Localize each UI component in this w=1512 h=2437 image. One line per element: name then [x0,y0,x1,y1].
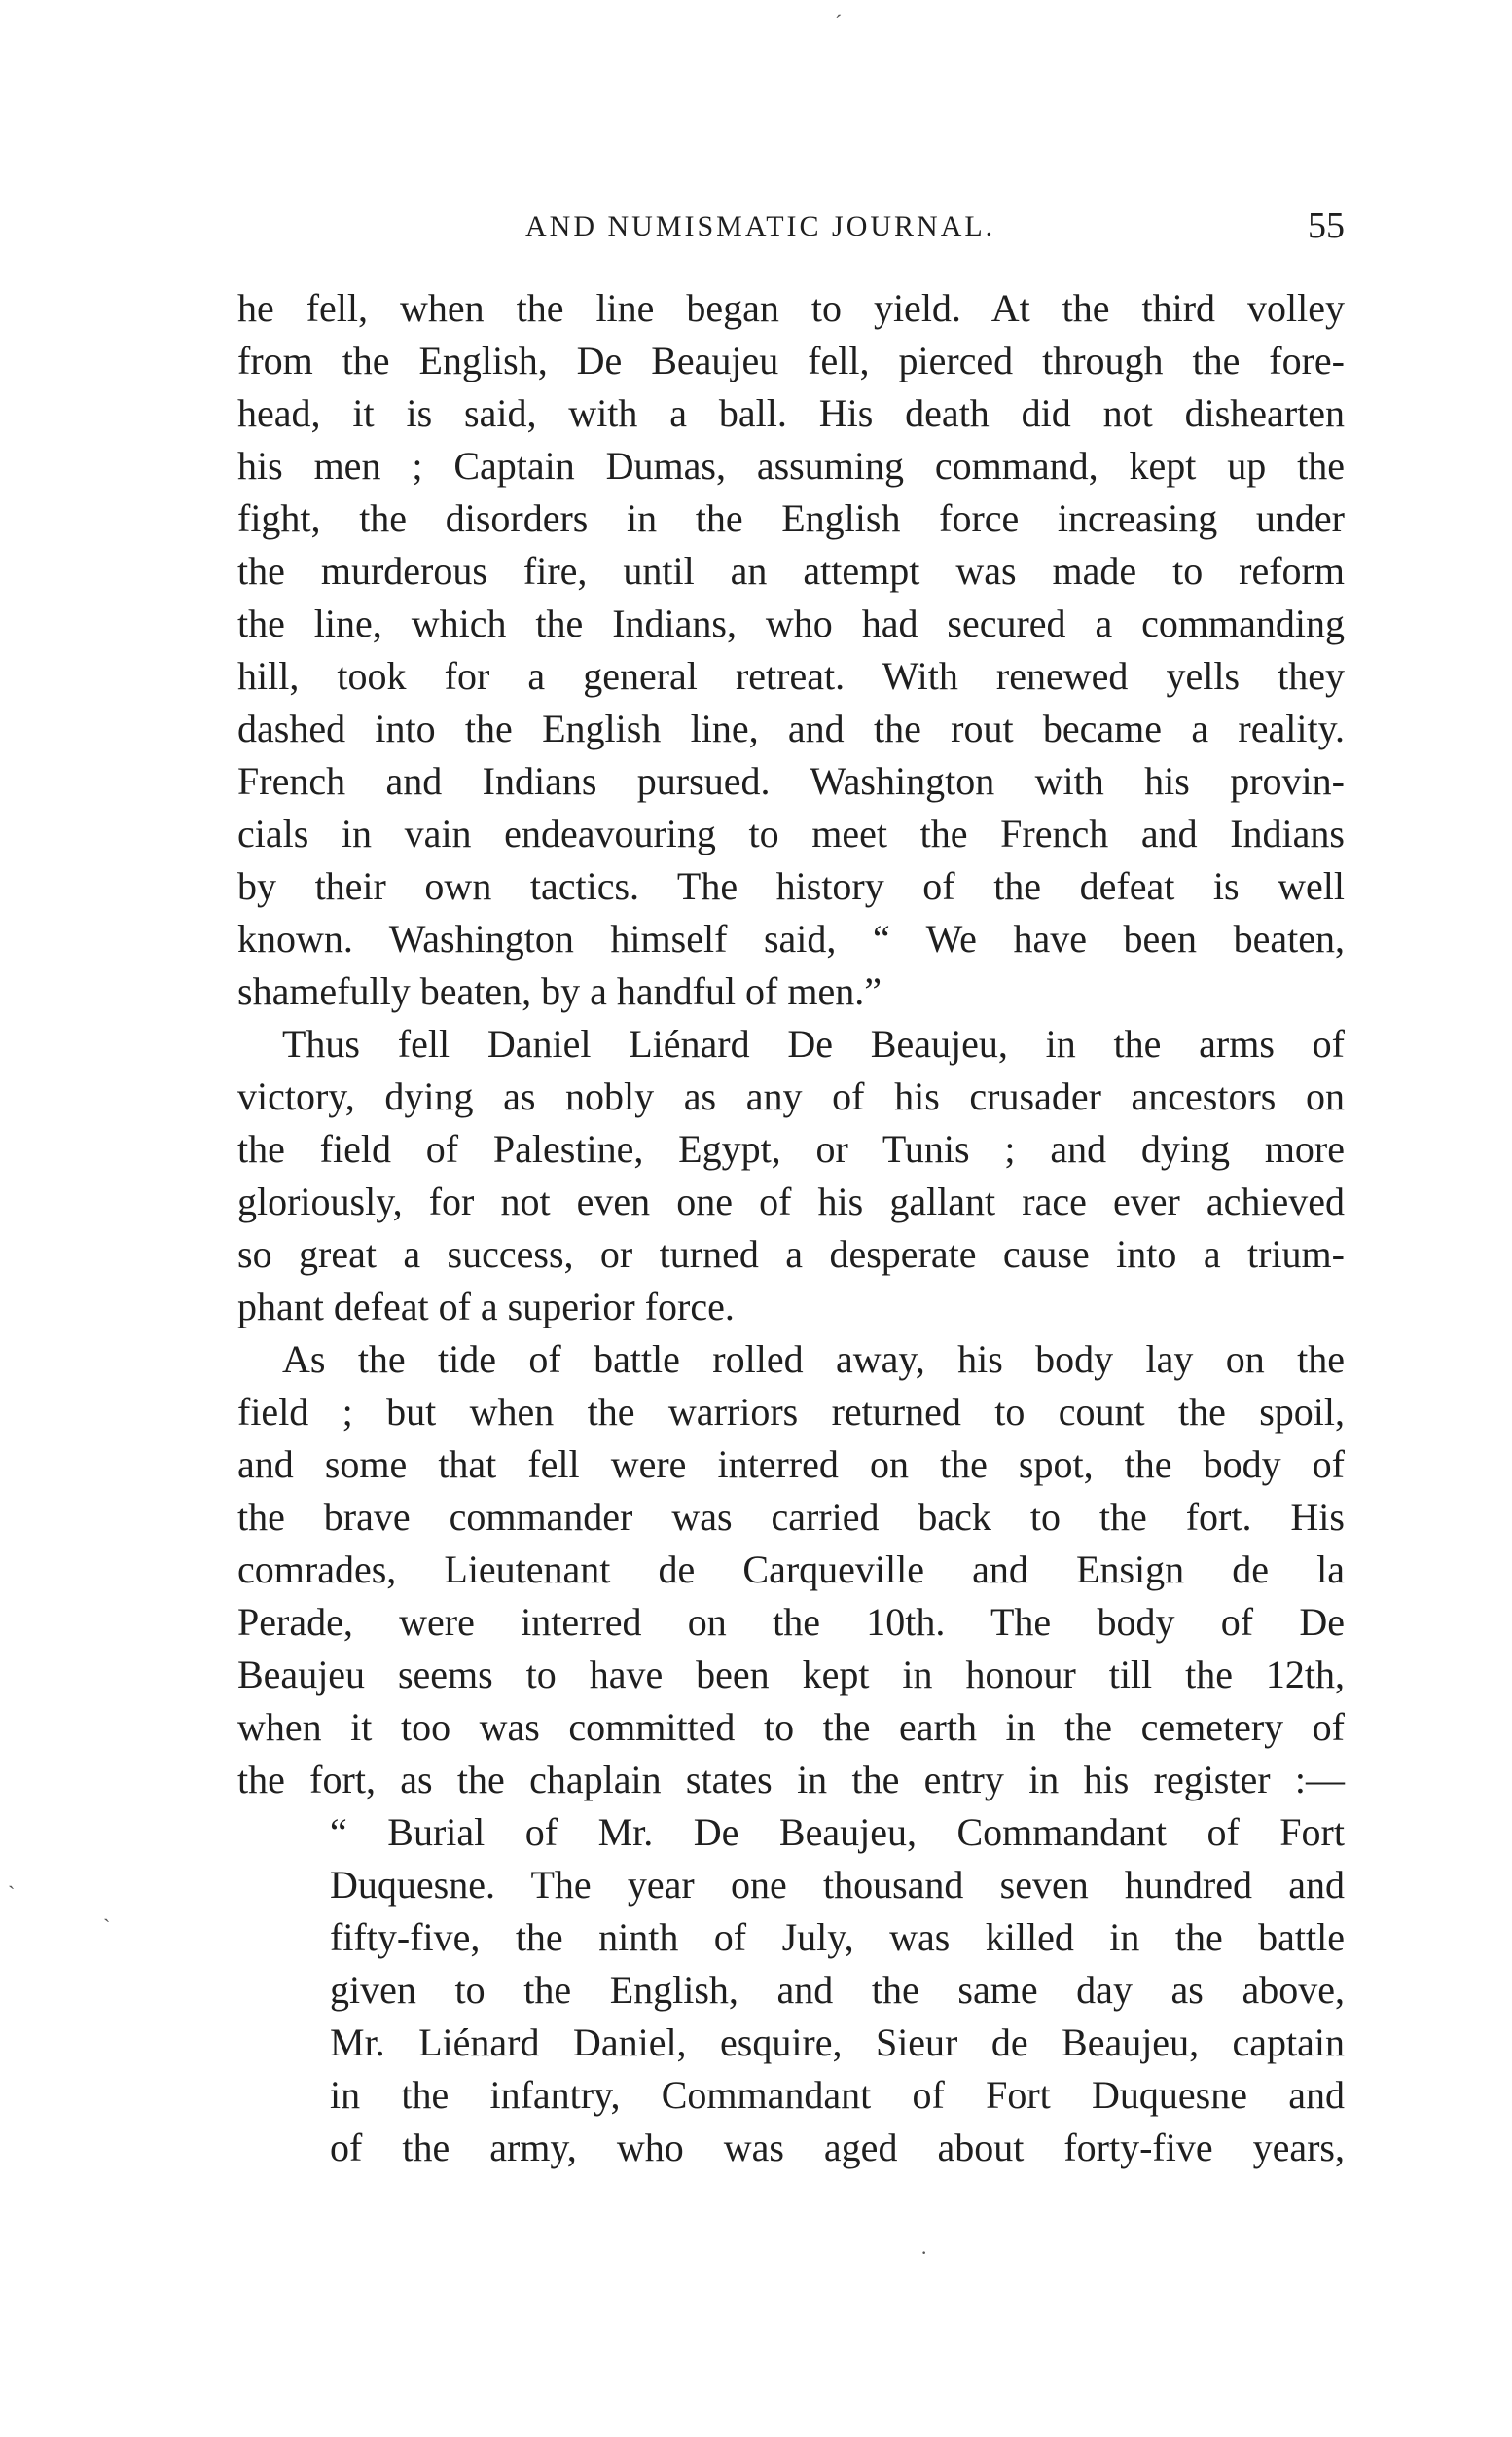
text-line: head, it is said, with a ball. His death did not dishearten [237,391,1345,435]
quote-line: given to the English, and the same day as above, [330,1968,1345,2012]
text-line: cials in vain endeavouring to meet the French and Indians [237,812,1345,855]
text-line: gloriously, for not even one of his gallant race ever achieved [237,1180,1345,1223]
quote-line: Duquesne. The year one thousand seven hundred and [330,1863,1345,1907]
text-line: from the English, De Beaujeu fell, pierced through the fore- [237,339,1345,382]
paragraph-3 [237,1333,1345,1806]
text-line: victory, dying as nobly as any of his crusader ancestors on [237,1074,1345,1118]
quote-line: Mr. Liénard Daniel, esquire, Sieur de Beaujeu, captain [330,2020,1345,2064]
body-text [237,282,1345,2174]
text-line: hill, took for a general retreat. With renewed yells they [237,654,1345,698]
quote-line: “ Burial of Mr. De Beaujeu, Commandant of Fort [330,1810,1345,1854]
text-line: field ; but when the warriors returned to count the spoil, [237,1390,1345,1434]
paragraph-2 [237,1018,1345,1333]
text-line: and some that fell were interred on the spot, the body of [237,1442,1345,1486]
text-line: Perade, were interred on the 10th. The body of De [237,1600,1345,1644]
text-line: phant defeat of a superior force. [237,1285,735,1328]
text-line: by their own tactics. The history of the defeat is well [237,864,1345,908]
text-line: comrades, Lieutenant de Carqueville and Ensign de la [237,1547,1345,1591]
text-line: known. Washington himself said, “ We have been beaten, [237,917,1345,961]
margin-speck: · [920,2240,928,2265]
paragraph-1 [237,282,1345,1018]
text-line: he fell, when the line began to yield. At the third volley [237,286,1345,330]
text-line: Beaujeu seems to have been kept in honour till the 12th, [237,1653,1345,1696]
quote-line: in the infantry, Commandant of Fort Duquesne and [330,2073,1345,2117]
text-line: dashed into the English line, and the rout became a reality. [237,707,1345,750]
text-line: French and Indians pursued. Washington with his provin- [237,759,1345,803]
margin-speck: ˊ [835,10,843,34]
text-line: fight, the disorders in the English force increasing under [237,496,1345,540]
text-line: when it too was committed to the earth in the cemetery of [237,1705,1345,1749]
text-line: the line, which the Indians, who had secured a commanding [237,601,1345,645]
text-line: the field of Palestine, Egypt, or Tunis ; and dying more [237,1127,1345,1171]
text-line: so great a success, or turned a desperate cause into a trium- [237,1232,1345,1276]
page-header [237,204,1345,263]
text-line: As the tide of battle rolled away, his body lay on the [282,1337,1345,1381]
running-head: AND NUMISMATIC JOURNAL. [525,210,996,242]
text-line: the fort, as the chaplain states in the entry in his register :— [237,1758,1345,1801]
text-line: his men ; Captain Dumas, assuming command, kept up the [237,444,1345,488]
text-line: Thus fell Daniel Liénard De Beaujeu, in the arms of [282,1022,1345,1066]
text-line: shamefully beaten, by a handful of men.” [237,969,882,1013]
page-number: 55 [1308,205,1345,246]
register-quotation [237,1806,1345,2174]
text-line: the brave commander was carried back to the fort. His [237,1495,1345,1539]
margin-speck: ˎ [103,1898,111,1922]
quote-line: fifty-five, the ninth of July, was killed in the battle [330,1915,1345,1959]
text-line: the murderous fire, until an attempt was made to reform [237,549,1345,593]
margin-speck: ˏ [8,1865,16,1889]
quote-line: of the army, who was aged about forty-five years, [330,2126,1345,2169]
